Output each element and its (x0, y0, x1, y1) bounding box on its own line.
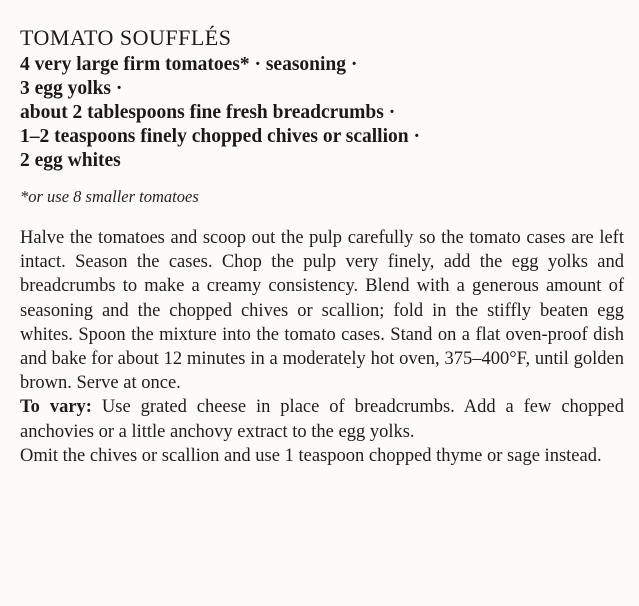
recipe-title: TOMATO SOUFFLÉS (20, 24, 232, 50)
alternative-paragraph: Omit the chives or scallion and use 1 teaspoon chopped thyme or sage instead. (20, 445, 602, 466)
ingredient-item: 3 egg yolks · (20, 78, 123, 99)
ingredient-item: 4 very large firm tomatoes* · seasoning · (20, 54, 358, 75)
method-paragraph: Halve the tomatoes and scoop out the pulp carefully so the tomato cases are left intact. Season the cases. Chop the pulp very finely, add the egg yolks and breadcrumbs to make a creamy consistency. Blend with a generous amount of seasoning and the chopped chives or scallion; fold in the stiffly beaten egg whites. Spoon the mixture into the tomato cases. Stand on a flat oven-proof dish and bake for about 12 minutes in a moderately hot oven, 375–400°F, until golden brown. Serve at once. (20, 228, 624, 394)
ingredient-footnote: *or use 8 smaller tomatoes (20, 187, 199, 206)
variation-label: To vary: (20, 397, 92, 418)
ingredient-item: 2 egg whites (20, 150, 121, 171)
variation-text: Use grated cheese in place of breadcrumbs. Add a few chopped anchovies or a little anchovy extract to the egg yolks. (20, 397, 624, 442)
method-section (20, 226, 624, 468)
ingredient-item: about 2 tablespoons fine fresh breadcrumbs · (20, 102, 396, 123)
variation-paragraph (20, 395, 624, 443)
ingredient-list (20, 53, 630, 173)
ingredient-item: 1–2 teaspoons finely chopped chives or scallion · (20, 126, 420, 147)
